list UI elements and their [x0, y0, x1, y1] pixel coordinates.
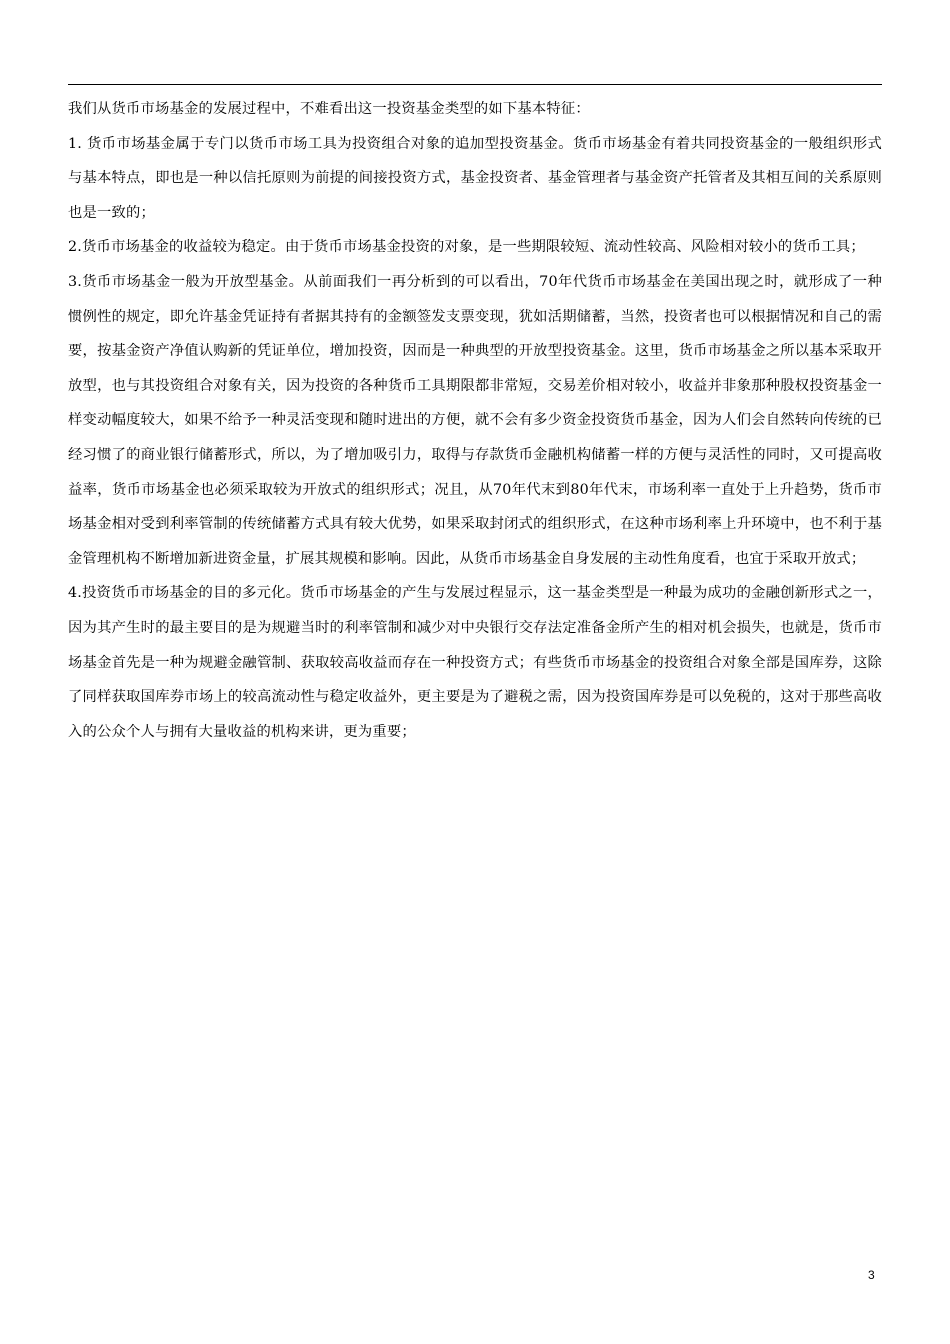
- feature-4-paragraph: 4.投资货币市场基金的目的多元化。货币市场基金的产生与发展过程显示，这一基金类型是一种最为成功的金融创新形式之一，因为其产生时的最主要目的是为规避当时的利率管制和减少对中央银行交存法定准备金所产生的相对机会损失，也就是，货币市场基金首先是一种为规避金融管制、获取较高收益而存在一种投资方式；有些货币市场基金的投资组合对象全部是国库券，这除了同样获取国库券市场上的较高流动性与稳定收益外，更主要是为了避税之需，因为投资国库券是可以免税的，这对于那些高收入的公众个人与拥有大量收益的机构来讲，更为重要；: [68, 585, 882, 740]
- feature-1-paragraph: 1. 货币市场基金属于专门以货币市场工具为投资组合对象的追加型投资基金。货币市场基金有着共同投资基金的一般组织形式与基本特点，即也是一种以信托原则为前提的间接投资方式，基金投资者、基金管理者与基金资产托管者及其相互间的关系原则也是一致的；: [68, 135, 882, 221]
- feature-2-paragraph: 2.货币市场基金的收益较为稳定。由于货币市场基金投资的对象，是一些期限较短、流动性较高、风险相对较小的货币工具；: [68, 239, 865, 256]
- header-rule: [68, 84, 882, 85]
- page-number: 3: [868, 1268, 875, 1282]
- intro-paragraph: 我们从货币市场基金的发展过程中，不难看出这一投资基金类型的如下基本特征：: [68, 101, 590, 117]
- feature-3-paragraph: 3.货币市场基金一般为开放型基金。从前面我们一再分析到的可以看出，70年代货币市场基金在美国出现之时，就形成了一种惯例性的规定，即允许基金凭证持有者据其持有的金额签发支票变现，犹如活期储蓄，当然，投资者也可以根据情况和自己的需要，按基金资产净值认购新的凭证单位，增加投资，因而是一种典型的开放型投资基金。这里，货币市场基金之所以基本采取开放型，也与其投资组合对象有关，因为投资的各种货币工具期限都非常短，交易差价相对较小，收益并非象那种股权投资基金一样变动幅度较大，如果不给予一种灵活变现和随时进出的方便，就不会有多少资金投资货币基金，因为人们会自然转向传统的已经习惯了的商业银行储蓄形式，所以，为了增加吸引力，取得与存款货币金融机构储蓄一样的方便与灵活性的同时，又可提高收益率，货币市场基金也必须采取较为开放式的组织形式；况且，从70年代末到80年代末，市场利率一直处于上升趋势，货币市场基金相对受到利率管制的传统储蓄方式具有较大优势，如果采取封闭式的组织形式，在这种市场利率上升环境中，也不利于基金管理机构不断增加新进资金量，扩展其规模和影响。因此，从货币市场基金自身发展的主动性角度看，也宜于采取开放式；: [68, 273, 882, 567]
- document-body: [68, 92, 882, 749]
